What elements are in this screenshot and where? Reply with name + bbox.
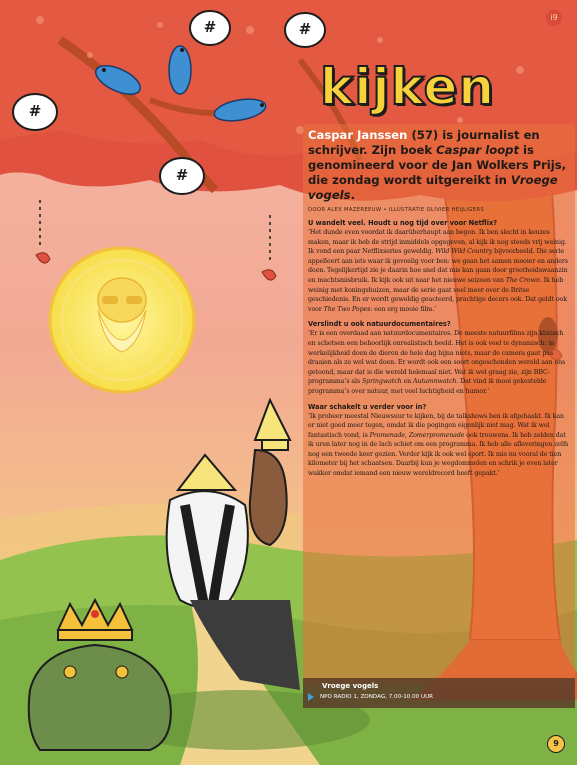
- intro-paragraph: [308, 128, 570, 203]
- crown-icon: [58, 600, 132, 640]
- answer: ‘Ik probeer meestal Nieuwsuur te kijken, bij de talkshows ben ik afgehaakt. Ik kan er niet goed meer tegen, omdat ik die pogingen eigenlijk niet mag. Wat ik wel fantastisch vond, is Promenade, Zomerpromenade ook trouwens. Ik heb zelden dat ik uren later nog in de lach schiet om een programma. Ik heb alle afleveringen zelfs nog een tweede keer gezien. Verder kijk ik ook wel sport. Ik mis nu vooral de tien kilometer bij het schaatsen. Daarbij kun je wegdommelen en schrik je even later wakker omdat iemand een nieuw wereldrecord heeft gepakt.’: [308, 412, 569, 478]
- article-panel: [308, 128, 570, 479]
- schedule-text: NPO RADIO 1, ZONDAG, 7.00-10.00 UUR: [320, 694, 434, 700]
- program-schedule: [308, 693, 570, 701]
- section-title: kijken: [320, 58, 495, 116]
- program-title: Vroege vogels: [322, 682, 379, 690]
- interviewee-name: Caspar Janssen: [308, 128, 408, 142]
- question: U wandelt veel. Houdt u nog tijd over voor Netflix?: [308, 219, 498, 227]
- interviewee-age: (57): [411, 128, 439, 142]
- intro-text: .: [350, 188, 355, 202]
- speech-bubble: #: [28, 102, 42, 120]
- program-info-box: [308, 682, 570, 701]
- book-title: Caspar loopt: [436, 143, 519, 157]
- sun-face-icon: [50, 248, 194, 392]
- question: Verslindt u ook natuurdocumentaires?: [308, 320, 451, 329]
- intro-text: is genomineerd voor de Jan Wolkers Prijs, die zondag wordt uitgereikt in: [308, 143, 567, 187]
- page-number: 9: [547, 735, 565, 753]
- question: Waar schakelt u verder voor in?: [308, 402, 427, 411]
- speech-bubble: #: [298, 20, 312, 38]
- intro-text: is journalist en schrijver. Zijn boek: [308, 128, 540, 157]
- magazine-logo: i9: [546, 10, 562, 26]
- show-title: Vroege vogels: [308, 173, 558, 202]
- play-triangle-icon: [308, 693, 314, 701]
- answer: ‘Het dunde even voordat ik daarüberhaupt aan begon. Ik ben slecht in keuzes maken, maar ik heb de strijd inmiddels opgegeven, al kijk ik nog steeds vrij weinig. Ik vond een paar Netflixseries geweldig. Wild Wild Country bijvoorbeeld. Die serie appelleert aan iets waar ik gevoelig voor ben: we gaan het samen mooier en anders doen. Tegelijkertijd zie je daarin hoe snel dat mis kan gaan door grootheidswaanzin en machtsmisbruik. Ik kijk ook uit naar het nieuwe seizoen van The Crown. Ik heb weinig met koningshuizen, maar de serie gaat veel meer over de Britse geschiedenis. En er wordt geweldig geacteerd, prachtige decors ook. Dat geldt ook voor The Two Popes: een erg mooie film.’: [308, 229, 568, 313]
- speech-bubble: #: [175, 166, 189, 184]
- speech-bubble: #: [203, 18, 217, 36]
- byline: DOOR ALEX MAZEREEUW • ILLUSTRATIE OLIVIER HEIJLIGERS: [308, 207, 484, 213]
- answer: ‘Er is een overdaad aan natuurdocumentaires. De meeste natuurfilms zijn klinisch en schetsen een behoorlijk onrealistisch beeld. Het is ook veel te dynamisch: in werkelijkheid doen de dieren de hele dag bijna niets, maar de camera gaat pas draaien als ze wel wat doen. Er wordt ook een soort ongeschonden wereld aan ons getoond, maar dat is die wereld helemaal niet. Wat ik wel graag zie, zijn BBC-programma’s als Springwatch en Autumnwatch. Dat vind ik mooi gekestelde programma’s over natuur, met veel luchtigheid en humor.’: [308, 330, 566, 395]
